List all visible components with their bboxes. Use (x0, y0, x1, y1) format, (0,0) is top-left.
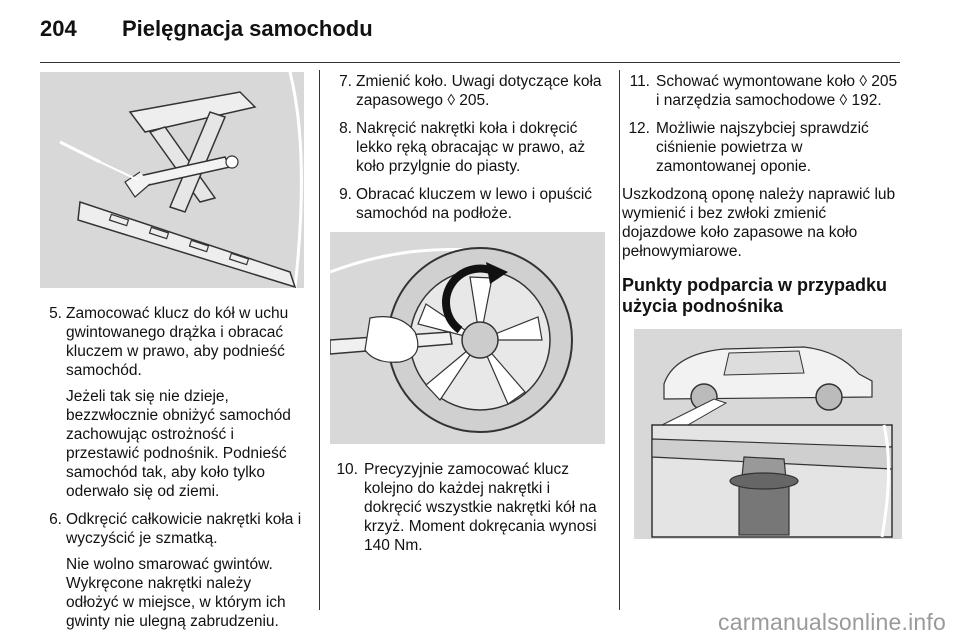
column-divider-1 (319, 70, 320, 610)
list-item: 11. Schować wymontowane koło ◊ 205 i narzędzia samochodowe ◊ 192. (629, 73, 898, 109)
column-2 (330, 72, 605, 564)
list-item: 5. Zamocować klucz do kół w uchu gwintowanego drążka i obracać kluczem w prawo, aby podnieść samochód. Jeżeli tak się nie dzieje, bezzwłocznie obniżyć samochód zachowując ostrożność i przestawić podnośnik. Podnieść samochód tak, aby koło tylko oderwało się od ziemi. (49, 305, 291, 500)
body-paragraph: Uszkodzoną oponę należy naprawić lub wymienić i bez zwłoki zmienić dojazdowe koło zapasowe na koło pełnowymiarowe. (622, 186, 896, 260)
scissor-jack-image (40, 72, 304, 288)
wheel-illustration (330, 232, 605, 444)
column-1 (40, 72, 304, 640)
column-divider-2 (619, 70, 620, 610)
wheel-wrench-image (330, 232, 605, 444)
steps-list-column-2-bottom (330, 460, 605, 555)
steps-list-column-3 (622, 72, 902, 176)
list-item: 12. Możliwie najszybciej sprawdzić ciśnienie powietrza w zamontowanej oponie. (628, 120, 869, 175)
list-item: 8. Nakręcić nakrętki koła i dokręcić lekko ręką obracając w prawo, aż koło przylgnie do piasty. (339, 120, 586, 175)
watermark: carmanualsonline.info (718, 609, 946, 635)
steps-list-column-2-top (330, 72, 605, 223)
list-item: 7. Zmienić koło. Uwagi dotyczące koła zapasowego ◊ 205. (339, 73, 602, 109)
car-lift-point-image (634, 329, 902, 539)
column-3 (622, 72, 902, 539)
page-number: 204 (40, 16, 77, 41)
list-item: 6. Odkręcić całkowicie nakrętki koła i wyczyścić je szmatką. Nie wolno smarować gwintów. Wykręcone nakrętki należy odłożyć w miejsce, w którym ich gwinty nie ulegną zabrudzeniu. (49, 511, 302, 630)
section-heading: Punkty podparcia w przypadku użycia podnośnika (622, 275, 888, 316)
page-header (40, 10, 900, 50)
page-title: Pielęgnacja samochodu (122, 16, 373, 41)
list-item: 9. Obracać kluczem w lewo i opuścić samochód na podłoże. (339, 186, 593, 222)
list-item: 10. Precyzyjnie zamocować klucz kolejno do każdej nakrętki i dokręcić wszystkie nakrętki kół na krzyż. Moment dokręcania wynosi 140 Nm. (336, 461, 597, 554)
header-rule (40, 62, 900, 63)
jack-illustration (40, 72, 304, 288)
lift-points-illustration (634, 329, 902, 539)
steps-list-column-1 (40, 304, 304, 631)
